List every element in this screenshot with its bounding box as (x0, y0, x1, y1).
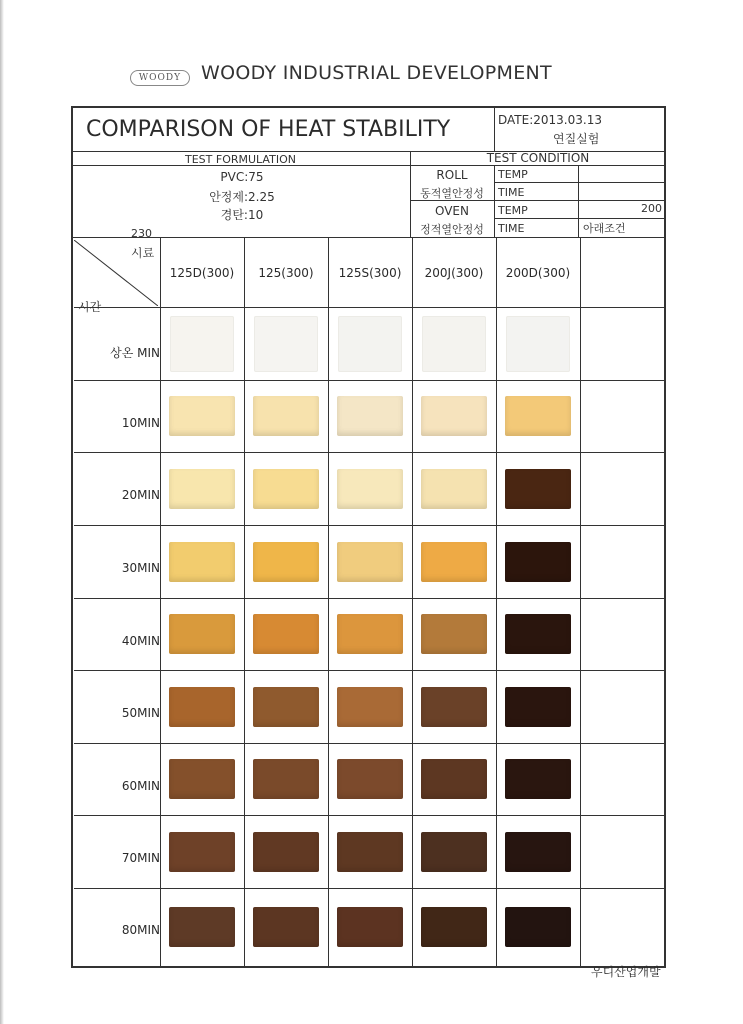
condition-label: TEST CONDITION (486, 151, 590, 165)
sample-swatch (337, 542, 403, 582)
sample-swatch (170, 316, 234, 372)
grid-row-line (74, 525, 666, 526)
roll-time-label: TIME (498, 186, 525, 199)
footer-company: 우디산업개발 (591, 965, 661, 979)
oven-time-value: 아래조건 (583, 222, 626, 235)
sample-swatch (169, 687, 235, 727)
sample-swatch (505, 614, 571, 654)
formulation-pvc: PVC:75 (220, 170, 264, 184)
sample-swatch (505, 542, 571, 582)
sample-swatch (253, 759, 319, 799)
roll-temp-label: TEMP (498, 168, 528, 181)
oven-temp-value: 200 (641, 202, 662, 215)
sample-swatch (505, 469, 571, 509)
woody-logo: WOODY (130, 70, 190, 86)
formulation-stabilizer: 안정제:2.25 (209, 190, 275, 204)
sample-swatch (421, 832, 487, 872)
roll-subtitle: 동적열안정성 (420, 187, 484, 200)
grid-row-line (74, 888, 666, 889)
sheet-title: COMPARISON OF HEAT STABILITY (86, 117, 451, 142)
grid-row-line (74, 598, 666, 599)
sample-swatch (421, 396, 487, 436)
sample-swatch (505, 687, 571, 727)
time-row-20: 20MIN (121, 488, 160, 502)
time-row-80: 80MIN (121, 923, 160, 937)
sample-swatch (169, 907, 235, 947)
sample-swatch (169, 832, 235, 872)
time-row-30: 30MIN (121, 561, 160, 575)
sample-swatch (421, 687, 487, 727)
grid-column-line (412, 237, 413, 966)
sample-swatch (337, 396, 403, 436)
grid-row-line (74, 452, 666, 453)
sample-swatch (337, 759, 403, 799)
sample-swatch (505, 907, 571, 947)
grid-row-line (74, 307, 666, 308)
note-230: 230 (131, 227, 152, 240)
test-type-label: 연질실험 (553, 132, 600, 146)
sample-swatch (254, 316, 318, 372)
grid-column-line (496, 237, 497, 966)
sample-swatch (253, 614, 319, 654)
grid-row-line (74, 380, 666, 381)
grid-column-line (328, 237, 329, 966)
formulation-label: TEST FORMULATION (185, 153, 296, 166)
formulation-filler: 경탄:10 (220, 208, 264, 222)
company-name: WOODY INDUSTRIAL DEVELOPMENT (201, 62, 552, 84)
time-row-50: 50MIN (121, 706, 160, 720)
oven-temp-label: TEMP (498, 204, 528, 217)
sample-swatch (253, 687, 319, 727)
sample-swatch (505, 759, 571, 799)
oven-subtitle: 정적열안정성 (420, 223, 484, 236)
sample-swatch (169, 542, 235, 582)
page-edge-shadow (0, 0, 4, 1024)
oven-label: OVEN (434, 204, 469, 218)
sample-swatch (422, 316, 486, 372)
sample-swatch (337, 469, 403, 509)
time-row-60: 60MIN (121, 779, 160, 793)
grid-column-line (580, 237, 581, 966)
sample-swatch (506, 316, 570, 372)
sample-swatch (169, 759, 235, 799)
sample-swatch (253, 907, 319, 947)
time-row-room: 상온 MIN (110, 346, 160, 360)
grid-column-line (244, 237, 245, 966)
sample-swatch (253, 832, 319, 872)
test-date: DATE:2013.03.13 (498, 113, 602, 127)
sample-swatch (337, 614, 403, 654)
sample-swatch (169, 614, 235, 654)
sample-header-200j: 200J(300) (424, 266, 484, 280)
sample-swatch (337, 832, 403, 872)
sample-swatch (337, 907, 403, 947)
sample-swatch (253, 469, 319, 509)
sample-swatch (421, 469, 487, 509)
oven-time-label: TIME (498, 222, 525, 235)
sample-header-200d: 200D(300) (505, 266, 571, 280)
time-row-10: 10MIN (121, 416, 160, 430)
grid-row-line (74, 743, 666, 744)
time-row-40: 40MIN (121, 634, 160, 648)
sample-swatch (421, 614, 487, 654)
sample-swatch (337, 687, 403, 727)
sample-swatch (169, 469, 235, 509)
time-row-70: 70MIN (121, 851, 160, 865)
sample-swatch (253, 542, 319, 582)
sample-swatch (421, 759, 487, 799)
grid-row-line (74, 815, 666, 816)
sample-swatch (421, 542, 487, 582)
grid-column-line (160, 237, 161, 966)
grid-row-line (74, 670, 666, 671)
corner-time-label: 시간 (78, 300, 102, 314)
sample-header-125d: 125D(300) (169, 266, 235, 280)
sample-swatch (169, 396, 235, 436)
roll-label: ROLL (436, 168, 468, 182)
sample-swatch (421, 907, 487, 947)
sample-swatch (505, 396, 571, 436)
sample-header-125s: 125S(300) (338, 266, 402, 280)
corner-sample-label: 시료 (131, 246, 155, 260)
sample-swatch (505, 832, 571, 872)
sample-swatch (253, 396, 319, 436)
sample-header-125: 125(300) (258, 266, 314, 280)
sample-swatch (338, 316, 402, 372)
